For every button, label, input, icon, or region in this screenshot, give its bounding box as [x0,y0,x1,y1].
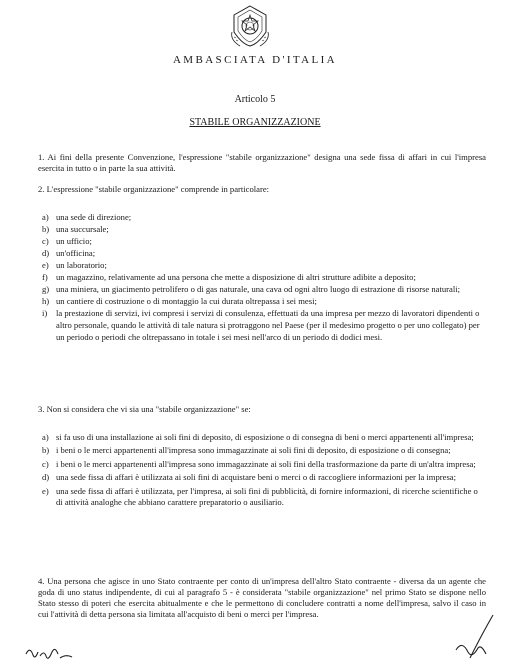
list-item: b) una succursale; [42,224,109,234]
list-item: c) un ufficio; [42,236,92,246]
article-number: Articolo 5 [234,94,276,105]
paragraph-3-list [42,432,482,508]
paragraph-2-list [42,211,482,343]
embassy-heading: AMBASCIATA D'ITALIA [172,54,338,66]
paragraph-3-intro: 3. Non si considera che vi sia una "stabile organizzazione" se: [38,404,251,414]
list-item: d) un'officina; [42,248,96,258]
list-item: e) una sede fissa di affari è utilizzata, per l'impresa, ai soli fini di pubblicità, di fornire informazioni, di ricerche scientifiche o di attività analoghe che abbiano carattere preparatorio o ausiliario. [42,485,478,508]
list-item: d) una sede fissa di affari è utilizzata ai soli fini di acquistare beni o merci o di raccogliere informazioni per la impresa; [42,472,457,483]
initials-signature-left [22,640,82,664]
list-item: c) i beni o le merci appartenenti all'impresa sono immagazzinate ai soli fini della trasformazione da parte di un'altra impresa; [42,458,476,469]
list-item: a) una sede di direzione; [42,212,132,222]
paragraph-4: 4. Una persona che agisce in uno Stato contraente per conto di un'impresa dell'altro Stato contraente - diversa da un agente che goda di uno status indipendente, di cui al paragrafo 5 - è considerata "stabile organizzazione" nel primo Stato se dispone nello Stato stesso di poteri che esercita abitualmente e che le permettono di concludere contratti a nome dell'impresa, salvo il caso in cui l'attività di detta persona sia limitata all'acquisto di beni o merci per l'impresa. [38,576,486,619]
list-item: f) un magazzino, relativamente ad una persona che mette a disposizione di altri strutture adibite a deposito; [42,272,416,282]
paragraph-1: 1. Ai fini della presente Convenzione, l'espressione "stabile organizzazione" designa una sede fissa di affari in cui l'impresa esercita in tutto o in parte la sua attività. [38,152,486,173]
list-item: g) una miniera, un giacimento petrolifero o di gas naturale, una cava od ogni altro luogo di estrazione di risorse naturali; [42,284,461,294]
list-item: i) la prestazione di servizi, ivi compresi i servizi di consulenza, effettuati da una impresa per mezzo di lavoratori dipendenti o altro personale, quando le attività di tale natura si protraggono nel Paese (per il medesimo progetto o per uno collegato) per un periodo o periodi che oltrepassano in totale i sei mesi nell'arco di un periodo di dodici mesi. [42,308,480,342]
list-item: h) un cantiere di costruzione o di montaggio la cui durata oltrepassa i sei mesi; [42,296,317,306]
list-item: e) un laboratorio; [42,260,107,270]
italian-emblem-icon [228,2,272,48]
list-item: b) i beni o le merci appartenenti all'impresa sono immagazzinate ai soli fini di deposito, di esposizione o di consegna; [42,445,451,456]
paragraph-2-intro: 2. L'espressione "stabile organizzazione" comprende in particolare: [38,184,270,194]
list-item: a) si fa uso di una installazione ai soli fini di deposito, di esposizione o di consegna di beni o merci appartenenti all'impresa; [42,432,474,442]
article-title: STABILE ORGANIZZAZIONE [189,117,321,128]
initials-signature-right [446,612,498,664]
